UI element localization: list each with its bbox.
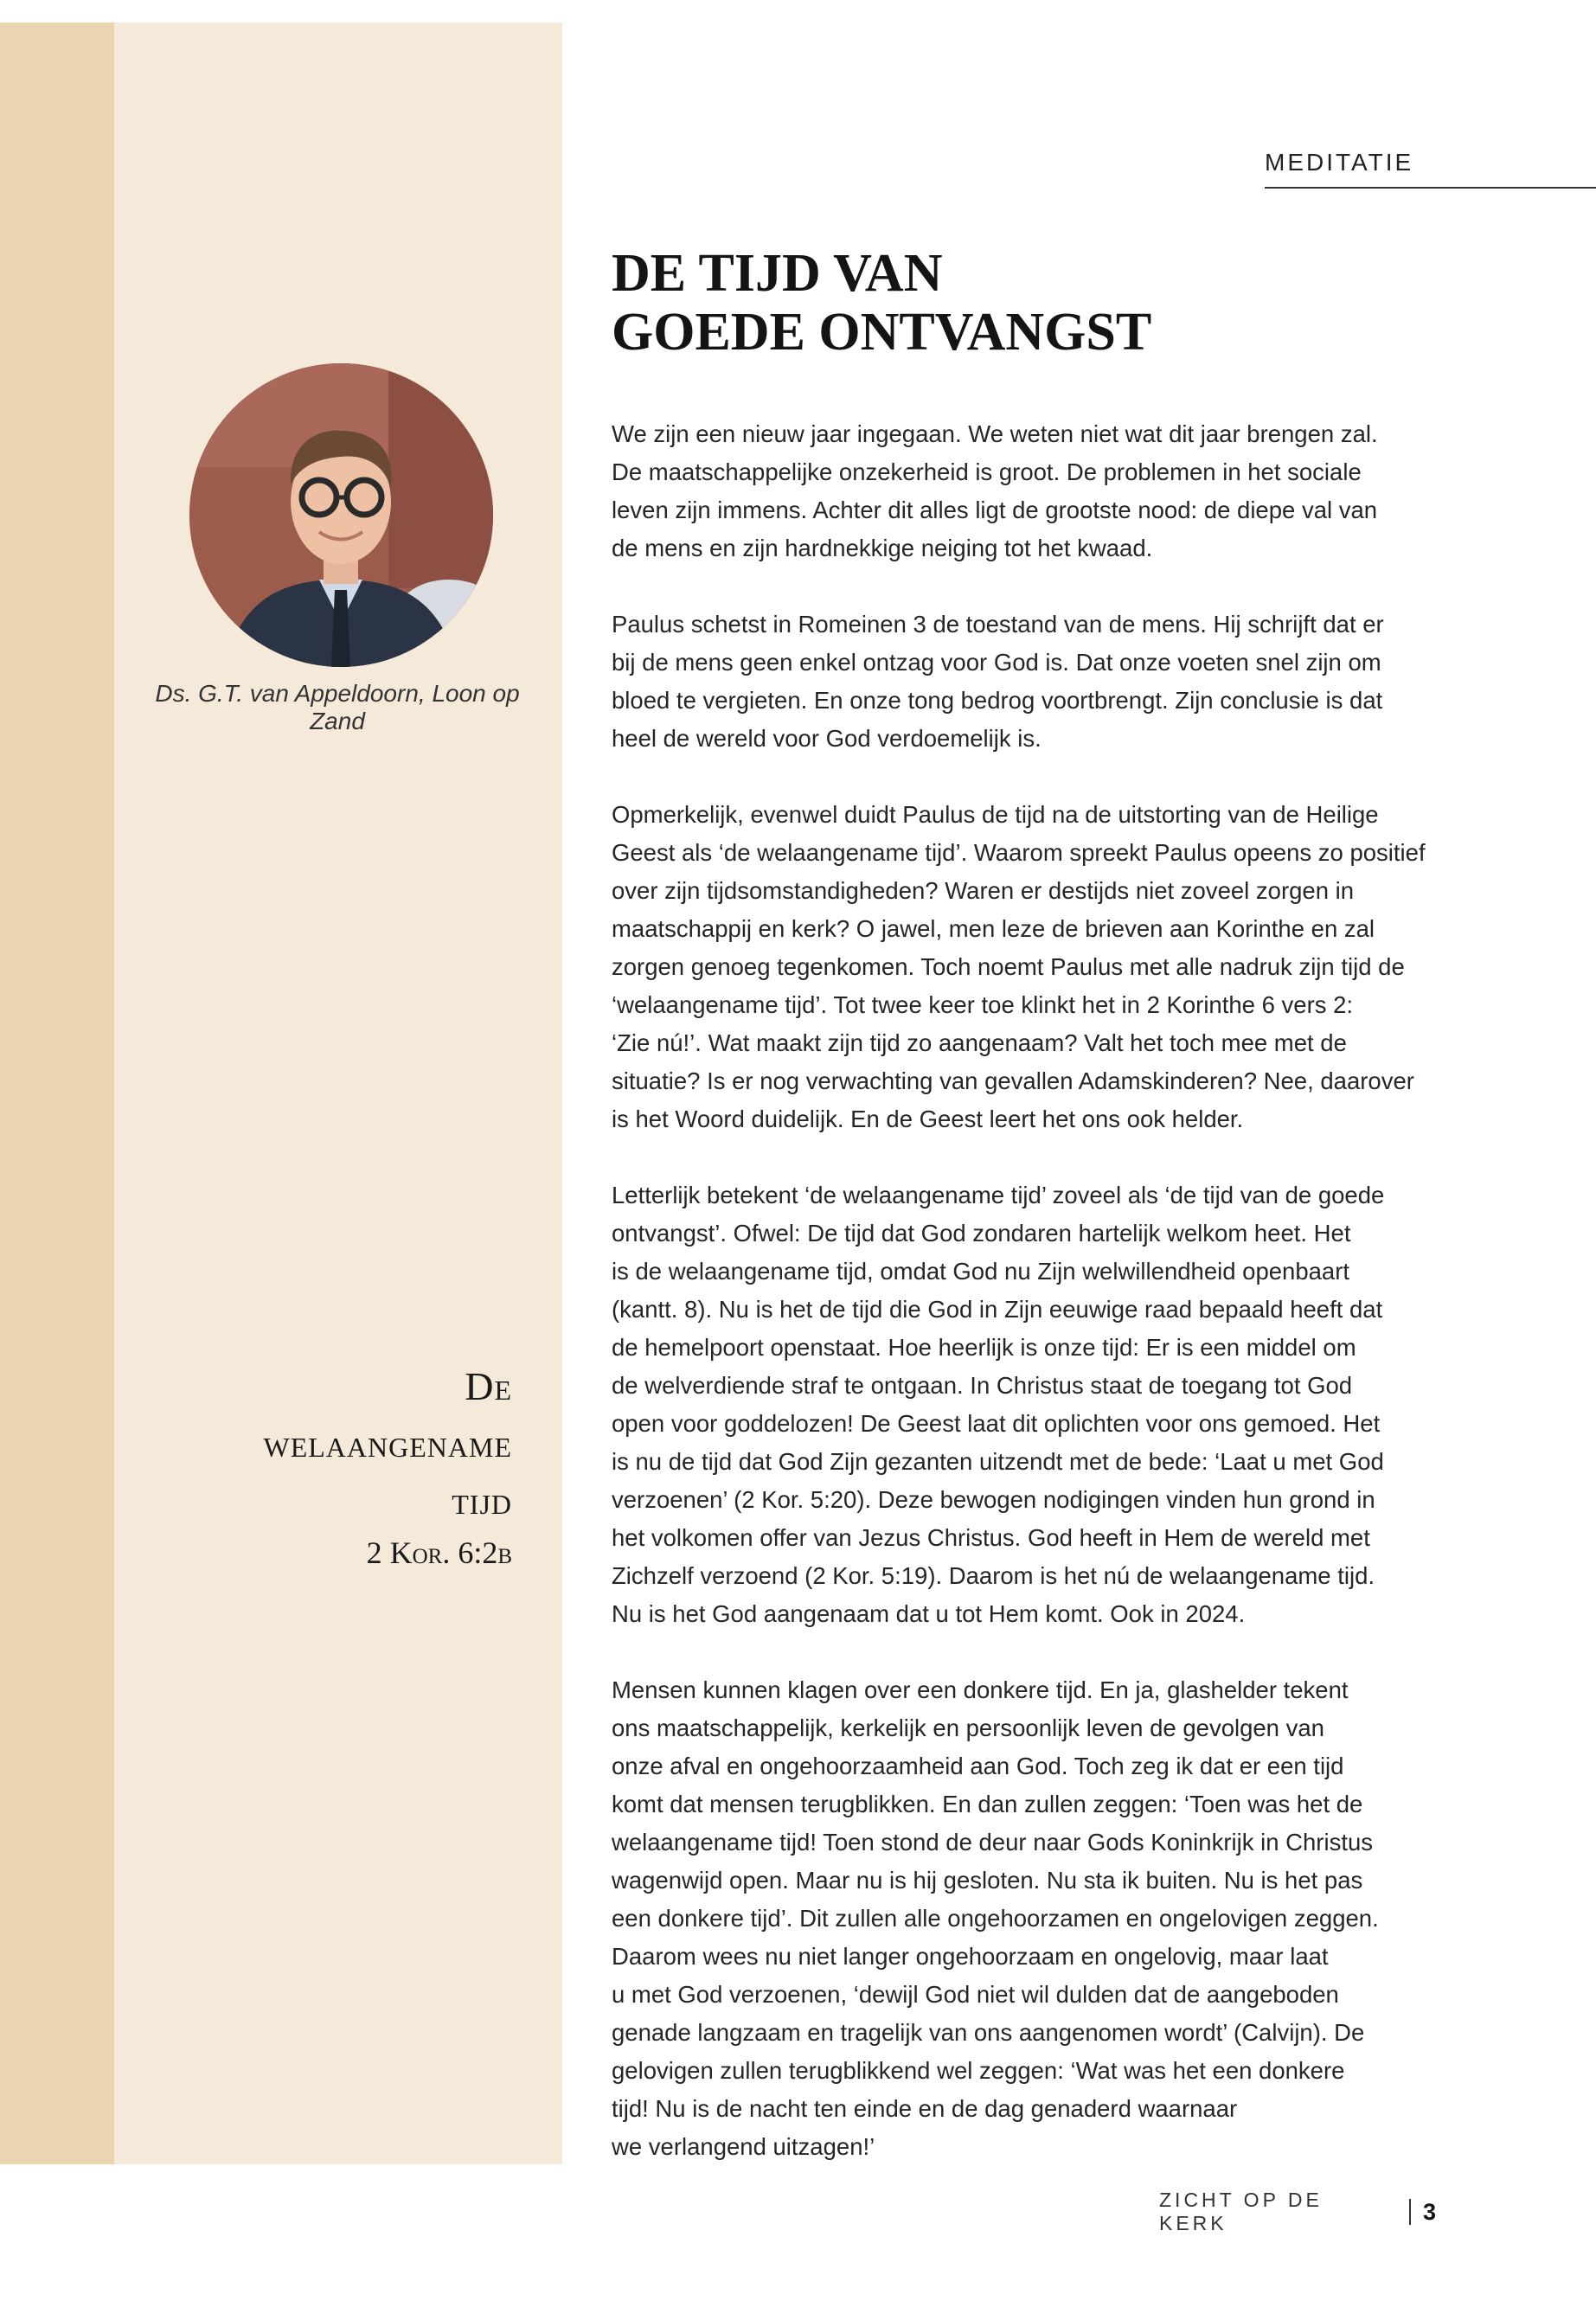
paragraph-line: verzoenen’ (2 Kor. 5:20). Deze bewogen nodigingen vinden hun grond in — [612, 1486, 1375, 1513]
section-label: MEDITATIE — [1265, 149, 1414, 176]
paragraph-line: tijd! Nu is de nacht ten einde en de dag genaderd waarnaar — [612, 2095, 1238, 2122]
paragraph-line: leven zijn immens. Achter dit alles ligt de grootste nood: de diepe val van — [612, 497, 1378, 523]
paragraph-line: heel de wereld voor God verdoemelijk is. — [612, 725, 1042, 752]
paragraph-line: ‘Zie nú!’. Wat maakt zijn tijd zo aangenaam? Valt het toch mee met de — [612, 1029, 1347, 1056]
paragraph-line: Paulus schetst in Romeinen 3 de toestand van de mens. Hij schrijft dat er — [612, 611, 1384, 638]
paragraph-line: Opmerkelijk, evenwel duidt Paulus de tijd na de uitstorting van de Heilige — [612, 801, 1379, 828]
paragraph-line: We zijn een nieuw jaar ingegaan. We weten niet wat dit jaar brengen zal. — [612, 420, 1378, 447]
paragraph-line: genade langzaam en tragelijk van ons aangenomen wordt’ (Calvijn). De — [612, 2019, 1365, 2046]
paragraph-line: zorgen genoeg tegenkomen. Toch noemt Paulus met alle nadruk zijn tijd de — [612, 953, 1405, 980]
paragraph-line: de hemelpoort openstaat. Hoe heerlijk is onze tijd: Er is een middel om — [612, 1334, 1356, 1361]
author-caption: Ds. G.T. van Appeldoorn, Loon op Zand — [155, 680, 520, 734]
article-body — [612, 415, 1442, 2204]
author-portrait-image — [189, 363, 493, 667]
paragraph-line: de mens en zijn hardnekkige neiging tot het kwaad. — [612, 535, 1153, 561]
paragraph-line: wagenwijd open. Maar nu is hij gesloten. Nu sta ik buiten. Nu is het pas — [612, 1867, 1363, 1894]
paragraph-line: bij de mens geen enkel ontzag voor God is. Dat onze voeten snel zijn om — [612, 649, 1381, 676]
paragraph-line: is de welaangename tijd, omdat God nu Zijn welwillendheid openbaart — [612, 1258, 1350, 1285]
paragraph-line: gelovigen zullen terugblikkend wel zeggen: ‘Wat was het een donkere — [612, 2057, 1345, 2084]
paragraph-line: (kantt. 8). Nu is het de tijd die God in Zijn eeuwige raad bepaald heeft dat — [612, 1296, 1383, 1323]
title-line: DE TIJD VAN — [612, 244, 943, 303]
paragraph-line: komt dat mensen terugblikken. En dan zullen zeggen: ‘Toen was het de — [612, 1791, 1363, 1817]
pull-quote-reference: 2 Kor. 6:2b — [366, 1535, 512, 1570]
author-portrait — [189, 363, 493, 667]
paragraph-line: Daarom wees nu niet langer ongehoorzaam en ongelovig, maar laat — [612, 1943, 1329, 1970]
paragraph-line: situatie? Is er nog verwachting van gevallen Adamskinderen? Nee, daarover — [612, 1067, 1414, 1094]
page-footer — [1159, 2189, 1436, 2235]
paragraph-line: Mensen kunnen klagen over een donkere tijd. En ja, glashelder tekent — [612, 1676, 1349, 1703]
paragraph-line: een donkere tijd’. Dit zullen alle ongehoorzamen en ongelovigen zeggen. — [612, 1905, 1379, 1932]
section-rule — [1265, 187, 1596, 189]
title-line: GOEDE ONTVANGST — [612, 303, 1152, 362]
paragraph-line: welaangename tijd! Toen stond de deur naar Gods Koninkrijk in Christus — [612, 1829, 1373, 1856]
paragraph-line: het volkomen offer van Jezus Christus. God heeft in Hem de wereld met — [612, 1524, 1370, 1551]
paragraph-line: over zijn tijdsomstandigheden? Waren er destijds niet zoveel zorgen in — [612, 877, 1355, 904]
paragraph-line: u met God verzoenen, ‘dewijl God niet wil dulden dat de aangeboden — [612, 1981, 1339, 2008]
pull-quote-line: De — [465, 1364, 512, 1408]
paragraph-line: is nu de tijd dat God Zijn gezanten uitzendt met de bede: ‘Laat u met God — [612, 1448, 1384, 1475]
paragraph-line: maatschappij en kerk? O jawel, men leze de brieven aan Korinthe en zal — [612, 915, 1375, 942]
paragraph-line: de welverdiende straf te ontgaan. In Christus staat de toegang tot God — [612, 1372, 1353, 1399]
magazine-name: ZICHT OP DE KERK — [1159, 2189, 1323, 2234]
paragraph-line: Nu is het God aangenaam dat u tot Hem komt. Ook in 2024. — [612, 1600, 1246, 1627]
paragraph — [612, 1176, 1442, 1633]
sidebar-band-outer — [0, 22, 114, 2164]
paragraph-line: Letterlijk betekent ‘de welaangename tijd’ zoveel als ‘de tijd van de goede — [612, 1182, 1385, 1208]
paragraph — [612, 415, 1442, 567]
paragraph — [612, 796, 1442, 1138]
pull-quote-line: tijd — [452, 1478, 512, 1522]
paragraph — [612, 1671, 1442, 2166]
sidebar-band-inner — [114, 22, 562, 2164]
paragraph-line: ons maatschappelijk, kerkelijk en persoonlijk leven de gevolgen van — [612, 1715, 1324, 1741]
paragraph-line: Zichzelf verzoend (2 Kor. 5:19). Daarom is het nú de welaangename tijd. — [612, 1562, 1375, 1589]
page-number: 3 — [1422, 2198, 1436, 2225]
pull-quote-line: welaangename — [263, 1421, 512, 1465]
paragraph-line: onze afval en ongehoorzaamheid aan God. Toch zeg ik dat er een tijd — [612, 1753, 1344, 1779]
article-title — [612, 244, 1390, 362]
paragraph-line: we verlangend uitzagen!’ — [612, 2133, 875, 2160]
paragraph — [612, 606, 1442, 758]
paragraph-line: De maatschappelijke onzekerheid is groot. De problemen in het sociale — [612, 458, 1362, 485]
paragraph-line: open voor goddelozen! De Geest laat dit oplichten voor ons gemoed. Het — [612, 1410, 1381, 1437]
paragraph-line: is het Woord duidelijk. En de Geest leert het ons ook helder. — [612, 1106, 1244, 1132]
pull-quote — [173, 1358, 512, 1574]
paragraph-line: Geest als ‘de welaangename tijd’. Waarom spreekt Paulus opeens zo positief — [612, 839, 1426, 866]
paragraph-line: bloed te vergieten. En onze tong bedrog voortbrengt. Zijn conclusie is dat — [612, 687, 1383, 714]
footer-divider — [1409, 2199, 1411, 2225]
paragraph-line: ‘welaangename tijd’. Tot twee keer toe klinkt het in 2 Korinthe 6 vers 2: — [612, 991, 1354, 1018]
paragraph-line: ontvangst’. Ofwel: De tijd dat God zondaren hartelijk welkom heet. Het — [612, 1220, 1351, 1247]
